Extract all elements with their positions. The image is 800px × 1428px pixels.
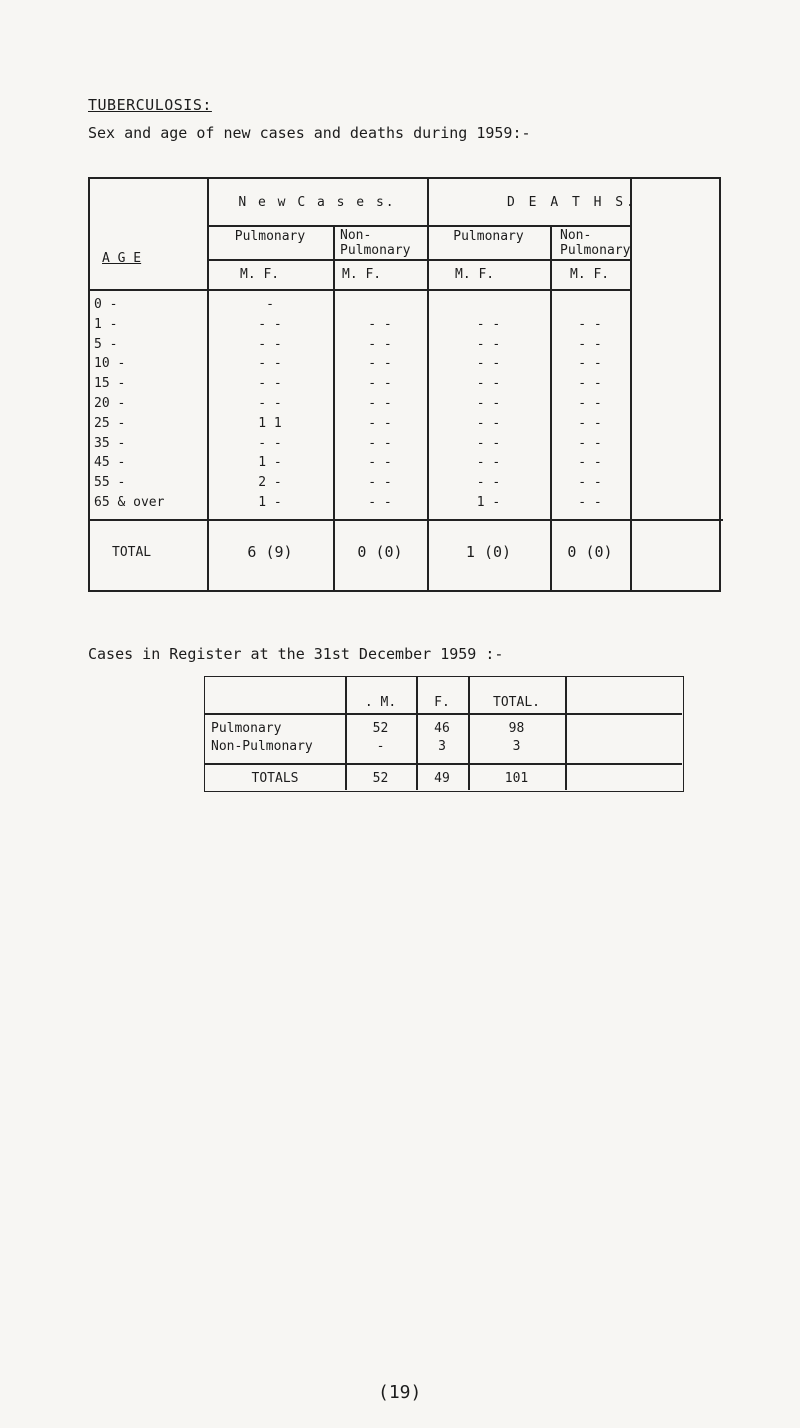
row-divider-subheader — [207, 259, 630, 261]
row-7-nc-non: - - — [368, 435, 392, 451]
row-3-d-pul: - - — [476, 356, 501, 372]
row-5-d-pul: - - — [476, 396, 501, 411]
row-9-d-non: - - — [578, 475, 602, 491]
row-7-age: 35 - — [94, 435, 126, 451]
age-header: A G E — [102, 251, 142, 266]
row-6-d-pul: - - — [476, 415, 501, 431]
row-3-d-non: - - — [578, 356, 602, 372]
row-1-nc-pul: - - — [258, 316, 282, 332]
subheader-nc-nonpulmonary — [340, 228, 410, 258]
page-title: TUBERCULOSIS: — [88, 96, 212, 114]
total-d-nonpulmonary: 0 (0) — [567, 543, 613, 561]
page-number: (19) — [378, 1382, 422, 1403]
row-4-nc-pul: - - — [258, 376, 282, 392]
t2-row-pulmonary-total: 98 — [508, 721, 525, 736]
total-d-pulmonary: 1 (0) — [465, 543, 512, 561]
row-6-nc-non: - - — [368, 415, 392, 431]
row-2-d-non: - - — [578, 336, 602, 352]
row-1-age: 1 - — [94, 316, 118, 332]
row-2-age: 5 - — [94, 336, 118, 352]
row-0-age: 0 - — [94, 297, 118, 312]
t2-header-m: . M. — [364, 695, 397, 710]
row-8-nc-pul: 1 - — [258, 455, 282, 471]
row-7-nc-pul: - - — [258, 435, 282, 451]
row-4-age: 15 - — [94, 376, 126, 392]
t2-row-divider-header — [205, 713, 682, 715]
t2-totals-total: 101 — [504, 771, 529, 786]
cases-deaths-table — [88, 177, 721, 592]
subheader-nc-nonpul-line1: Non- — [340, 228, 372, 243]
t2-row-divider-total — [205, 763, 682, 765]
row-7-d-pul: - - — [476, 435, 501, 451]
row-2-nc-pul: - - — [258, 336, 282, 352]
t2-row-nonpulmonary-m: - — [376, 739, 385, 754]
t2-header-total: TOTAL. — [493, 695, 540, 710]
row-divider-total — [90, 519, 723, 521]
mf-nc-pulmonary: M. F. — [240, 267, 280, 282]
row-5-nc-pul: - - — [258, 396, 282, 411]
subheader-d-nonpul-line1: Non- — [560, 228, 592, 243]
row-6-d-non: - - — [578, 415, 602, 431]
t2-totals-f: 49 — [434, 771, 450, 786]
row-7-d-non: - - — [578, 435, 602, 451]
row-8-d-non: - - — [578, 455, 602, 471]
row-1-d-pul: - - — [476, 316, 501, 332]
t2-row-nonpulmonary-label: Non-Pulmonary — [211, 739, 313, 754]
row-9-d-pul: - - — [476, 475, 501, 491]
t2-row-nonpulmonary-total: 3 — [512, 739, 521, 754]
row-2-nc-non: - - — [368, 336, 392, 352]
subheader-d-nonpul-line2: Pulmonary — [560, 243, 631, 258]
row-9-age: 55 - — [94, 475, 126, 491]
row-6-age: 25 - — [94, 415, 126, 431]
t2-col-divider-4 — [565, 677, 567, 790]
row-9-nc-non: - - — [368, 475, 392, 491]
t2-header-f: F. — [434, 695, 450, 710]
mf-nc-nonpulmonary: M. F. — [342, 267, 382, 282]
row-4-d-pul: - - — [476, 376, 501, 392]
subheader-d-pulmonary: Pulmonary — [453, 229, 524, 244]
subheader-nc-pulmonary: Pulmonary — [234, 229, 306, 244]
row-8-age: 45 - — [94, 455, 126, 471]
row-5-age: 20 - — [94, 396, 126, 411]
row-1-d-non: - - — [578, 316, 602, 332]
deaths-header: D E A T H S. — [507, 195, 637, 210]
row-divider-header — [207, 225, 630, 227]
row-8-d-pul: - - — [476, 455, 501, 471]
t2-row-pulmonary-m: 52 — [372, 721, 389, 736]
mf-d-nonpulmonary: M. F. — [570, 267, 610, 282]
row-5-nc-non: - - — [368, 396, 392, 411]
row-10-d-non: - - — [578, 495, 602, 510]
register-title: Cases in Register at the 31st December 1959 :- — [88, 645, 504, 663]
row-5-d-non: - - — [578, 396, 602, 411]
new-cases-header: N e w C a s e s. — [238, 195, 396, 210]
row-0-nc-pul: - — [266, 297, 274, 312]
t2-totals-m: 52 — [372, 771, 389, 786]
row-divider-mf — [90, 289, 630, 291]
row-10-d-pul: 1 - — [476, 495, 501, 510]
register-table — [204, 676, 684, 792]
t2-row-nonpulmonary-f: 3 — [438, 739, 446, 754]
mf-d-pulmonary: M. F. — [455, 267, 495, 282]
total-nc-nonpulmonary: 0 (0) — [357, 543, 403, 561]
row-2-d-pul: - - — [476, 336, 501, 352]
row-4-nc-non: - - — [368, 376, 392, 392]
row-1-nc-non: - - — [368, 316, 392, 332]
t2-row-pulmonary-label: Pulmonary — [211, 721, 282, 736]
t2-row-pulmonary-f: 46 — [434, 721, 450, 736]
subheader-d-nonpulmonary — [560, 228, 630, 258]
page-subtitle: Sex and age of new cases and deaths during 1959:- — [88, 124, 531, 142]
row-6-nc-pul: 1 1 — [258, 415, 282, 431]
row-3-nc-non: - - — [368, 356, 392, 372]
row-10-nc-non: - - — [368, 495, 392, 510]
row-3-age: 10 - — [94, 356, 126, 372]
row-3-nc-pul: - - — [258, 356, 282, 372]
t2-totals-label: TOTALS — [251, 771, 299, 786]
row-4-d-non: - - — [578, 376, 602, 392]
total-label: TOTAL — [112, 545, 152, 560]
total-nc-pulmonary: 6 (9) — [247, 543, 293, 561]
row-10-nc-pul: 1 - — [258, 495, 282, 510]
row-8-nc-non: - - — [368, 455, 392, 471]
row-9-nc-pul: 2 - — [258, 475, 282, 491]
subheader-nc-nonpul-line2: Pulmonary — [340, 243, 411, 258]
row-10-age: 65 & over — [94, 495, 165, 510]
